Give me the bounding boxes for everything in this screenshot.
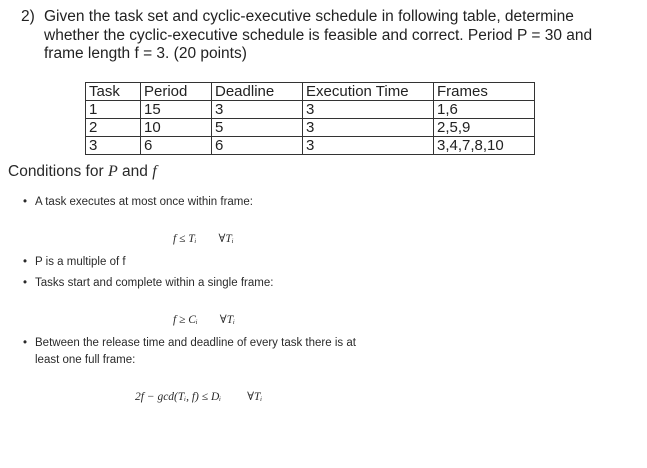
cell-period: 6 <box>141 137 212 155</box>
formula-right: ∀Tᵢ <box>219 314 235 326</box>
cell-execution-time: 3 <box>303 119 434 137</box>
table-row <box>86 137 535 155</box>
table-row <box>86 119 535 137</box>
condition-bullet-3 <box>23 275 273 292</box>
question-block <box>21 8 631 64</box>
table-header-row <box>86 83 535 101</box>
cell-deadline: 3 <box>212 101 303 119</box>
formula-right: ∀Tᵢ <box>247 391 263 403</box>
header-execution-time: Execution Time <box>303 83 434 101</box>
formula-left: f ≤ Tᵢ <box>173 233 197 245</box>
question-number: 2) <box>21 8 35 25</box>
bullet-dot-icon: • <box>23 196 28 208</box>
conditions-title-and: and <box>117 163 153 180</box>
cell-frames: 3,4,7,8,10 <box>434 137 535 155</box>
bullet-dot-icon: • <box>23 277 28 289</box>
header-task: Task <box>86 83 141 101</box>
formula-frame-le-period <box>173 231 234 245</box>
conditions-title-prefix: Conditions for <box>8 163 108 180</box>
header-deadline: Deadline <box>212 83 303 101</box>
condition-text-line-2: least one full frame: <box>35 354 136 366</box>
cell-task: 3 <box>86 137 141 155</box>
cell-task: 1 <box>86 101 141 119</box>
conditions-title <box>8 163 157 181</box>
conditions-title-p: P <box>107 163 118 180</box>
header-frames: Frames <box>434 83 535 101</box>
table-row <box>86 101 535 119</box>
formula-frame-ge-exec <box>173 312 235 326</box>
condition-bullet-4 <box>23 335 356 369</box>
question-line-1: Given the task set and cyclic-executive schedule in following table, determine <box>44 8 574 25</box>
condition-text: P is a multiple of f <box>35 256 126 268</box>
task-table <box>85 82 535 155</box>
formula-full-frame <box>135 389 262 403</box>
cell-frames: 1,6 <box>434 101 535 119</box>
cell-execution-time: 3 <box>303 101 434 119</box>
formula-left: f ≥ Cᵢ <box>173 314 198 326</box>
bullet-dot-icon: • <box>23 256 28 268</box>
condition-bullet-2 <box>23 254 126 271</box>
cell-period: 10 <box>141 119 212 137</box>
bullet-dot-icon: • <box>23 337 28 349</box>
condition-bullet-1 <box>23 194 253 211</box>
cell-execution-time: 3 <box>303 137 434 155</box>
cell-task: 2 <box>86 119 141 137</box>
question-line-3: frame length f = 3. (20 points) <box>44 45 247 62</box>
condition-text-line-1: Between the release time and deadline of every task there is at <box>35 337 356 349</box>
cell-deadline: 5 <box>212 119 303 137</box>
question-line-2: whether the cyclic-executive schedule is feasible and correct. Period P = 30 and <box>44 26 593 44</box>
formula-left: 2f − gcd(Tᵢ, f) ≤ Dᵢ <box>135 391 222 403</box>
condition-text: Tasks start and complete within a single frame: <box>35 277 274 289</box>
conditions-title-f: f <box>152 163 157 180</box>
formula-right: ∀Tᵢ <box>218 233 234 245</box>
cell-period: 15 <box>141 101 212 119</box>
cell-deadline: 6 <box>212 137 303 155</box>
cell-frames: 2,5,9 <box>434 119 535 137</box>
header-period: Period <box>141 83 212 101</box>
condition-text: A task executes at most once within frame: <box>35 196 253 208</box>
